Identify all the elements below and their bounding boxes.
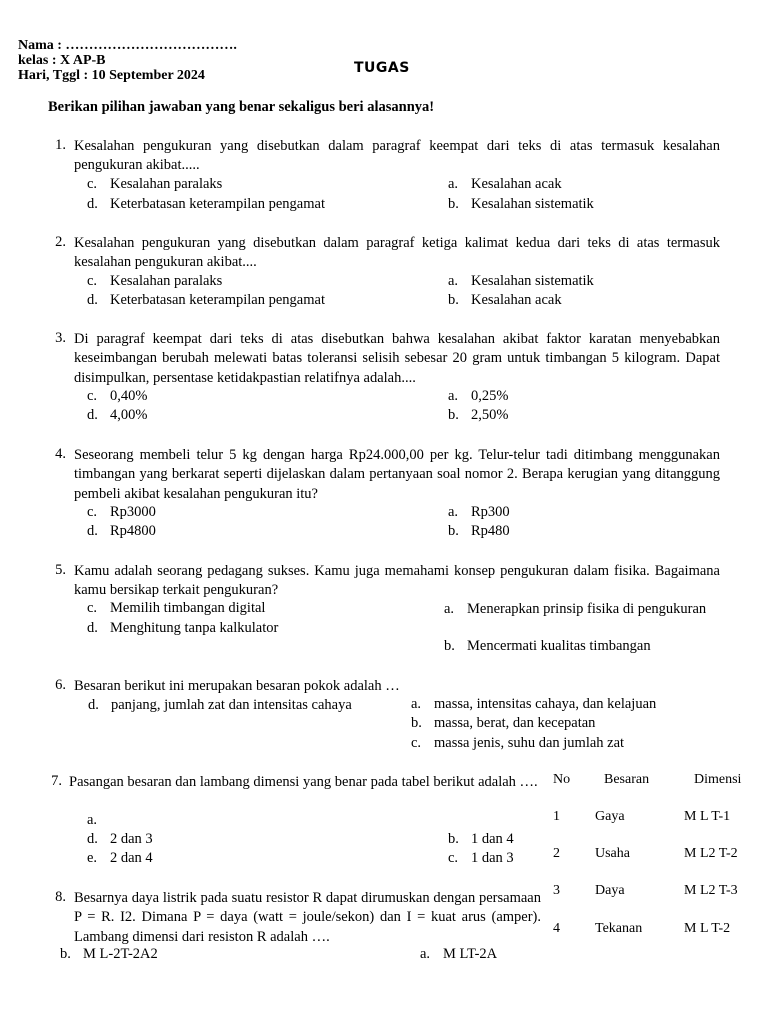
- option-text: Memilih timbangan digital: [110, 600, 266, 616]
- option-d[interactable]: [87, 523, 156, 540]
- option-text: Menerapkan prinsip fisika di pengukuran: [467, 601, 707, 617]
- option-label: a.: [444, 601, 455, 617]
- question-number: 8.: [55, 889, 66, 905]
- option-b[interactable]: [448, 407, 508, 424]
- option-b[interactable]: [448, 523, 510, 540]
- date-line: Hari, Tggl : 10 September 2024: [18, 68, 205, 83]
- option-text: Kesalahan paralaks: [110, 273, 223, 289]
- option-label: a.: [448, 504, 459, 520]
- option-d[interactable]: [87, 620, 278, 637]
- option-c[interactable]: [87, 273, 222, 290]
- option-label: a.: [448, 273, 459, 289]
- option-text: Keterbatasan keterampilan pengamat: [110, 196, 325, 212]
- question-text: Besarnya daya listrik pada suatu resistor R dapat dirumuskan dengan persamaan P = R. I2. Dimana P = daya (watt = joule/sekon) dan I = kuat arus (amper). Lambang dimensi dari resiston R adalah ….: [74, 890, 541, 945]
- option-text: Mencermati kualitas timbangan: [467, 638, 651, 654]
- option-text: Rp4800: [110, 523, 156, 539]
- option-text: Keterbatasan keterampilan pengamat: [110, 292, 325, 308]
- option-label: b.: [448, 196, 459, 212]
- option-c[interactable]: [87, 388, 147, 405]
- option-text: 2 dan 4: [110, 850, 153, 866]
- option-text: Kesalahan sistematik: [471, 196, 594, 212]
- option-label: d.: [87, 620, 98, 636]
- option-text: Kesalahan sistematik: [471, 273, 594, 289]
- option-label: a.: [411, 696, 422, 712]
- option-d[interactable]: [87, 292, 325, 309]
- question-text: Seseorang membeli telur 5 kg dengan harga Rp24.000,00 per kg. Telur-telur tadi ditimbang menggunakan timbangan yang berkarat seperti dijelaskan dalam pertanyaan soal nomor 2. Berapa kerugian yang ditanggung pembeli akibat kesalahan pengukuran itu?: [74, 447, 720, 502]
- option-text: 1 dan 4: [471, 831, 514, 847]
- option-a[interactable]: [448, 504, 510, 521]
- option-c[interactable]: [87, 600, 265, 617]
- option-a[interactable]: [420, 946, 497, 963]
- option-a[interactable]: [87, 812, 110, 829]
- option-d[interactable]: [88, 696, 361, 715]
- table-cell-dimensi: M L2 T-3: [684, 883, 738, 898]
- option-label: d.: [87, 407, 98, 423]
- option-label: b.: [448, 292, 459, 308]
- name-line: Nama : ……………………………….: [18, 38, 237, 53]
- question-number: 3.: [55, 330, 66, 346]
- option-label: d.: [87, 523, 98, 539]
- option-d[interactable]: [87, 407, 147, 424]
- option-a[interactable]: [411, 696, 656, 713]
- page-title: TUGAS: [354, 60, 410, 76]
- option-text: Kesalahan acak: [471, 176, 562, 192]
- option-c[interactable]: [448, 850, 514, 867]
- option-a[interactable]: [448, 273, 594, 290]
- table-cell-no: 2: [553, 846, 560, 861]
- option-text: 2,50%: [471, 407, 509, 423]
- option-b[interactable]: [448, 292, 562, 309]
- question-number: 2.: [55, 234, 66, 250]
- option-text: 0,25%: [471, 388, 509, 404]
- option-label: c.: [448, 850, 459, 866]
- table-cell-besaran: Usaha: [595, 846, 630, 861]
- option-text: massa, intensitas cahaya, dan kelajuan: [434, 696, 657, 712]
- option-d[interactable]: [87, 831, 153, 848]
- option-text: 1 dan 3: [471, 850, 514, 866]
- option-text: Rp480: [471, 523, 510, 539]
- table-cell-no: 1: [553, 809, 560, 824]
- option-text: Rp300: [471, 504, 510, 520]
- option-c[interactable]: [411, 735, 624, 752]
- option-label: d.: [87, 831, 98, 847]
- option-label: c.: [87, 504, 98, 520]
- option-label: a.: [87, 812, 98, 828]
- option-label: b.: [448, 523, 459, 539]
- question-number: 5.: [55, 562, 66, 578]
- table-header-besaran: Besaran: [604, 772, 650, 787]
- question-text: Kamu adalah seorang pedagang sukses. Kamu juga memahami konsep pengukuran dalam fisika. Bagaimana kamu bersikap terkait pengukuran?: [74, 563, 720, 599]
- option-text: Rp3000: [110, 504, 156, 520]
- option-a[interactable]: [444, 600, 720, 619]
- option-text: 2 dan 3: [110, 831, 153, 847]
- option-b[interactable]: [411, 715, 595, 732]
- option-label: b.: [448, 407, 459, 423]
- option-label: a.: [420, 946, 431, 962]
- table-cell-dimensi: M L2 T-2: [684, 846, 738, 861]
- option-b[interactable]: [60, 946, 158, 963]
- option-b[interactable]: [448, 831, 514, 848]
- question-number: 7.: [51, 773, 62, 789]
- option-text: panjang, jumlah zat dan intensitas cahaya: [111, 697, 352, 713]
- question-number: 1.: [55, 137, 66, 153]
- option-text: 0,40%: [110, 388, 148, 404]
- option-text: 4,00%: [110, 407, 148, 423]
- option-b[interactable]: [444, 638, 651, 655]
- option-label: d.: [88, 697, 99, 713]
- question-text: Di paragraf keempat dari teks di atas disebutkan bahwa kesalahan akibat faktor karatan menyebabkan keseimbangan berubah melewati batas toleransi selisih sebesar 20 gram untuk timbangan 5 kilogram. Dapat disimpulkan, persentase ketidakpastian relatifnya adalah....: [74, 331, 720, 386]
- question-number: 4.: [55, 446, 66, 462]
- table-cell-no: 4: [553, 921, 560, 936]
- table-cell-dimensi: M L T-1: [684, 809, 731, 824]
- option-text: M L-2T-2A2: [83, 946, 158, 962]
- option-label: b.: [448, 831, 459, 847]
- question-text: Kesalahan pengukuran yang disebutkan dalam paragraf keempat dari teks di atas termasuk kesalahan pengukuran akibat.....: [74, 138, 720, 174]
- question-text: Besaran berikut ini merupakan besaran pokok adalah …: [74, 678, 400, 694]
- question-number: 6.: [55, 677, 66, 693]
- table-cell-dimensi: M L T-2: [684, 921, 731, 936]
- option-label: d.: [87, 196, 98, 212]
- option-label: d.: [87, 292, 98, 308]
- option-d[interactable]: [87, 196, 325, 213]
- option-label: e.: [87, 850, 98, 866]
- option-text: massa, berat, dan kecepatan: [434, 715, 596, 731]
- option-text: Kesalahan acak: [471, 292, 562, 308]
- option-b[interactable]: [448, 196, 594, 213]
- option-label: c.: [87, 176, 98, 192]
- table-cell-besaran: Daya: [595, 883, 625, 898]
- option-label: b.: [411, 715, 422, 731]
- option-text: M LT-2A: [443, 946, 498, 962]
- option-label: a.: [448, 388, 459, 404]
- option-text: Menghitung tanpa kalkulator: [110, 620, 279, 636]
- class-line: kelas : X AP-B: [18, 53, 106, 68]
- question-text: Pasangan besaran dan lambang dimensi yang benar pada tabel berikut adalah ….: [69, 774, 538, 790]
- table-header-dimensi: Dimensi: [694, 772, 742, 787]
- option-label: b.: [60, 946, 71, 962]
- table-header-no: No: [553, 772, 571, 787]
- instruction: Berikan pilihan jawaban yang benar sekaligus beri alasannya!: [48, 99, 435, 115]
- table-cell-besaran: Tekanan: [595, 921, 643, 936]
- option-text: massa jenis, suhu dan jumlah zat: [434, 735, 625, 751]
- option-label: a.: [448, 176, 459, 192]
- option-label: c.: [411, 735, 422, 751]
- option-c[interactable]: [87, 176, 222, 193]
- option-e[interactable]: [87, 850, 153, 867]
- option-a[interactable]: [448, 388, 508, 405]
- option-label: b.: [444, 638, 455, 654]
- option-a[interactable]: [448, 176, 562, 193]
- table-cell-no: 3: [553, 883, 560, 898]
- option-text: Kesalahan paralaks: [110, 176, 223, 192]
- option-label: c.: [87, 600, 98, 616]
- option-label: c.: [87, 273, 98, 289]
- option-c[interactable]: [87, 504, 156, 521]
- table-cell-besaran: Gaya: [595, 809, 625, 824]
- option-label: c.: [87, 388, 98, 404]
- question-text: Kesalahan pengukuran yang disebutkan dalam paragraf ketiga kalimat kedua dari teks di atas termasuk kesalahan pengukuran akibat....: [74, 235, 720, 271]
